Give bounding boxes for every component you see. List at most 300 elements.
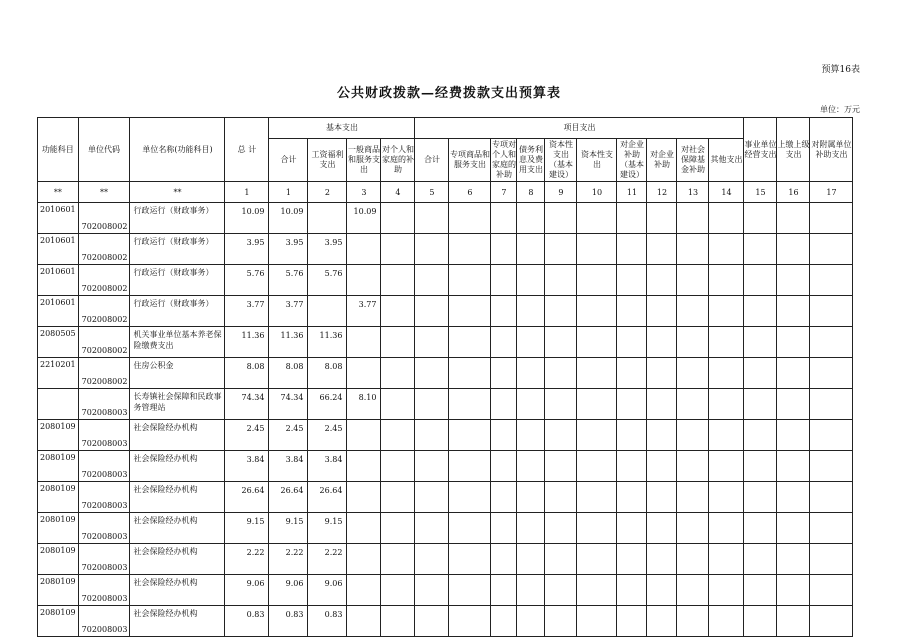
func-code-cell <box>38 389 79 420</box>
empty-cell <box>647 327 677 358</box>
page-title: 公共财政拨款—经费拨款支出预算表 <box>336 86 561 101</box>
empty-cell <box>709 203 744 234</box>
empty-cell <box>449 482 491 513</box>
empty-cell <box>709 389 744 420</box>
header-special-goods: 专项商品和服务支出 <box>449 139 491 182</box>
empty-cell <box>545 234 577 265</box>
empty-cell <box>617 420 647 451</box>
column-index-cell: 11 <box>617 182 647 203</box>
header-basic-group: 基本支出 <box>269 118 415 139</box>
empty-cell <box>647 389 677 420</box>
goods-cell <box>347 513 381 544</box>
column-index-cell: ** <box>130 182 225 203</box>
empty-cell <box>381 327 415 358</box>
table-row <box>38 451 853 482</box>
empty-cell <box>381 234 415 265</box>
empty-cell <box>415 358 449 389</box>
empty-cell <box>449 544 491 575</box>
empty-cell <box>577 513 617 544</box>
table-row <box>38 482 853 513</box>
empty-cell <box>545 296 577 327</box>
goods-cell <box>347 482 381 513</box>
goods-cell: 3.77 <box>347 296 381 327</box>
empty-cell <box>777 451 810 482</box>
empty-cell <box>777 265 810 296</box>
empty-cell <box>777 327 810 358</box>
empty-cell <box>491 265 517 296</box>
empty-cell <box>415 513 449 544</box>
func-code-cell: 2080109 <box>38 575 79 606</box>
table-row <box>38 327 853 358</box>
empty-cell <box>677 296 709 327</box>
empty-cell <box>491 203 517 234</box>
empty-cell <box>810 420 853 451</box>
empty-cell <box>415 265 449 296</box>
goods-cell <box>347 606 381 637</box>
header-goods: 一般商品和服务支出 <box>347 139 381 182</box>
empty-cell <box>577 544 617 575</box>
basic-sum-cell: 2.22 <box>269 544 308 575</box>
empty-cell <box>449 203 491 234</box>
basic-sum-cell: 8.08 <box>269 358 308 389</box>
basic-sum-cell: 0.83 <box>269 606 308 637</box>
empty-cell <box>415 575 449 606</box>
goods-cell: 8.10 <box>347 389 381 420</box>
empty-cell <box>810 265 853 296</box>
salary-cell <box>308 203 347 234</box>
empty-cell <box>449 234 491 265</box>
table-row <box>38 575 853 606</box>
empty-cell <box>677 575 709 606</box>
empty-cell <box>810 544 853 575</box>
column-index-cell: 6 <box>449 182 491 203</box>
header-other: 其他支出 <box>709 139 744 182</box>
unit-code-cell: 702008002 <box>78 327 130 358</box>
empty-cell <box>709 234 744 265</box>
basic-sum-cell: 9.15 <box>269 513 308 544</box>
func-code-cell: 2010601 <box>38 265 79 296</box>
empty-cell <box>491 327 517 358</box>
empty-cell <box>381 513 415 544</box>
empty-cell <box>709 451 744 482</box>
table-row <box>38 296 853 327</box>
salary-cell: 9.06 <box>308 575 347 606</box>
header-unit-name: 单位名称(功能科目) <box>130 118 225 182</box>
empty-cell <box>677 420 709 451</box>
empty-cell <box>517 544 545 575</box>
unit-code-cell: 702008003 <box>78 544 130 575</box>
salary-cell: 2.45 <box>308 420 347 451</box>
empty-cell <box>545 420 577 451</box>
column-index-cell: 1 <box>269 182 308 203</box>
salary-cell: 11.36 <box>308 327 347 358</box>
goods-cell: 10.09 <box>347 203 381 234</box>
empty-cell <box>545 389 577 420</box>
empty-cell <box>491 544 517 575</box>
empty-cell <box>744 544 777 575</box>
empty-cell <box>744 203 777 234</box>
salary-cell: 66.24 <box>308 389 347 420</box>
empty-cell <box>810 203 853 234</box>
header-enterprise: 对企业补助 <box>647 139 677 182</box>
empty-cell <box>777 203 810 234</box>
empty-cell <box>777 606 810 637</box>
unit-label: 单位：万元 <box>820 105 860 114</box>
empty-cell <box>449 327 491 358</box>
empty-cell <box>415 544 449 575</box>
basic-sum-cell: 3.84 <box>269 451 308 482</box>
column-index-cell: 16 <box>777 182 810 203</box>
empty-cell <box>415 606 449 637</box>
empty-cell <box>777 389 810 420</box>
empty-cell <box>491 451 517 482</box>
goods-cell <box>347 358 381 389</box>
empty-cell <box>577 265 617 296</box>
header-capital: 资本性支出 <box>577 139 617 182</box>
empty-cell <box>810 606 853 637</box>
unit-name-cell: 社会保险经办机构 <box>130 451 225 482</box>
salary-cell: 9.15 <box>308 513 347 544</box>
empty-cell <box>677 265 709 296</box>
total-cell: 74.34 <box>225 389 269 420</box>
table-row <box>38 606 853 637</box>
empty-cell <box>810 296 853 327</box>
empty-cell <box>577 606 617 637</box>
header-remit-superior: 上缴上级支出 <box>777 118 810 182</box>
basic-sum-cell: 11.36 <box>269 327 308 358</box>
empty-cell <box>517 203 545 234</box>
column-index-cell: 4 <box>381 182 415 203</box>
unit-name-cell: 社会保险经办机构 <box>130 606 225 637</box>
empty-cell <box>810 513 853 544</box>
empty-cell <box>647 575 677 606</box>
empty-cell <box>415 296 449 327</box>
form-number: 预算16表 <box>821 65 860 75</box>
salary-cell: 26.64 <box>308 482 347 513</box>
goods-cell <box>347 544 381 575</box>
empty-cell <box>647 265 677 296</box>
empty-cell <box>491 389 517 420</box>
total-cell: 11.36 <box>225 327 269 358</box>
empty-cell <box>677 482 709 513</box>
empty-cell <box>617 451 647 482</box>
empty-cell <box>381 575 415 606</box>
empty-cell <box>617 575 647 606</box>
header-capital-infra: 资本性支出（基本建设） <box>545 139 577 182</box>
empty-cell <box>381 451 415 482</box>
empty-cell <box>677 544 709 575</box>
empty-cell <box>617 265 647 296</box>
empty-cell <box>744 575 777 606</box>
empty-cell <box>545 606 577 637</box>
column-index-cell: 8 <box>517 182 545 203</box>
basic-sum-cell: 10.09 <box>269 203 308 234</box>
header-special-personal: 专项对个人和家庭的补助 <box>491 139 517 182</box>
func-code-cell: 2080109 <box>38 420 79 451</box>
budget-table <box>37 117 853 637</box>
empty-cell <box>617 482 647 513</box>
empty-cell <box>517 296 545 327</box>
table-row <box>38 544 853 575</box>
func-code-cell: 2010601 <box>38 203 79 234</box>
empty-cell <box>545 513 577 544</box>
empty-cell <box>647 451 677 482</box>
empty-cell <box>677 234 709 265</box>
empty-cell <box>617 544 647 575</box>
column-index-cell: 12 <box>647 182 677 203</box>
empty-cell <box>491 358 517 389</box>
goods-cell <box>347 575 381 606</box>
empty-cell <box>449 389 491 420</box>
salary-cell <box>308 296 347 327</box>
empty-cell <box>449 265 491 296</box>
empty-cell <box>647 513 677 544</box>
unit-name-cell: 行政运行（财政事务） <box>130 234 225 265</box>
empty-cell <box>617 234 647 265</box>
column-index-cell: ** <box>38 182 79 203</box>
total-cell: 8.08 <box>225 358 269 389</box>
table-body <box>38 203 853 637</box>
empty-cell <box>545 265 577 296</box>
empty-cell <box>677 451 709 482</box>
empty-cell <box>709 606 744 637</box>
unit-code-cell: 702008002 <box>78 296 130 327</box>
empty-cell <box>577 420 617 451</box>
total-cell: 0.83 <box>225 606 269 637</box>
unit-name-cell: 住房公积金 <box>130 358 225 389</box>
total-cell: 2.45 <box>225 420 269 451</box>
basic-sum-cell: 3.77 <box>269 296 308 327</box>
empty-cell <box>810 234 853 265</box>
empty-cell <box>545 358 577 389</box>
empty-cell <box>709 575 744 606</box>
empty-cell <box>449 420 491 451</box>
empty-cell <box>709 513 744 544</box>
empty-cell <box>491 482 517 513</box>
empty-cell <box>577 575 617 606</box>
unit-name-cell: 社会保险经办机构 <box>130 544 225 575</box>
empty-cell <box>381 203 415 234</box>
empty-cell <box>744 234 777 265</box>
empty-cell <box>449 451 491 482</box>
empty-cell <box>709 544 744 575</box>
total-cell: 3.95 <box>225 234 269 265</box>
salary-cell: 5.76 <box>308 265 347 296</box>
empty-cell <box>517 234 545 265</box>
basic-sum-cell: 2.45 <box>269 420 308 451</box>
empty-cell <box>517 420 545 451</box>
empty-cell <box>617 203 647 234</box>
unit-code-cell: 702008003 <box>78 420 130 451</box>
empty-cell <box>744 451 777 482</box>
empty-cell <box>709 420 744 451</box>
column-index-cell: 9 <box>545 182 577 203</box>
empty-cell <box>577 203 617 234</box>
empty-cell <box>677 327 709 358</box>
column-index-cell: 17 <box>810 182 853 203</box>
empty-cell <box>545 203 577 234</box>
empty-cell <box>617 389 647 420</box>
salary-cell: 8.08 <box>308 358 347 389</box>
unit-name-cell: 行政运行（财政事务） <box>130 203 225 234</box>
empty-cell <box>545 482 577 513</box>
empty-cell <box>381 606 415 637</box>
empty-cell <box>709 265 744 296</box>
empty-cell <box>545 327 577 358</box>
total-cell: 10.09 <box>225 203 269 234</box>
total-cell: 5.76 <box>225 265 269 296</box>
header-func-code: 功能科目 <box>38 118 79 182</box>
table-row <box>38 513 853 544</box>
column-index-cell: ** <box>78 182 130 203</box>
empty-cell <box>381 420 415 451</box>
empty-cell <box>577 451 617 482</box>
empty-cell <box>577 327 617 358</box>
empty-cell <box>577 234 617 265</box>
goods-cell <box>347 451 381 482</box>
empty-cell <box>647 420 677 451</box>
empty-cell <box>744 606 777 637</box>
empty-cell <box>647 234 677 265</box>
empty-cell <box>677 513 709 544</box>
empty-cell <box>744 327 777 358</box>
empty-cell <box>449 296 491 327</box>
empty-cell <box>491 420 517 451</box>
unit-name-cell: 行政运行（财政事务） <box>130 296 225 327</box>
empty-cell <box>647 358 677 389</box>
total-cell: 9.06 <box>225 575 269 606</box>
empty-cell <box>709 296 744 327</box>
empty-cell <box>491 606 517 637</box>
unit-name-cell: 社会保险经办机构 <box>130 575 225 606</box>
unit-code-cell: 702008002 <box>78 234 130 265</box>
basic-sum-cell: 3.95 <box>269 234 308 265</box>
empty-cell <box>709 327 744 358</box>
unit-code-cell: 702008003 <box>78 606 130 637</box>
header-personal: 对个人和家庭的补助 <box>381 139 415 182</box>
empty-cell <box>491 513 517 544</box>
table-row <box>38 389 853 420</box>
empty-cell <box>617 513 647 544</box>
header-total: 总 计 <box>225 118 269 182</box>
empty-cell <box>517 389 545 420</box>
empty-cell <box>677 203 709 234</box>
total-cell: 3.77 <box>225 296 269 327</box>
unit-name-cell: 社会保险经办机构 <box>130 420 225 451</box>
salary-cell: 3.84 <box>308 451 347 482</box>
unit-code-cell: 702008002 <box>78 203 130 234</box>
empty-cell <box>491 234 517 265</box>
empty-cell <box>777 544 810 575</box>
salary-cell: 2.22 <box>308 544 347 575</box>
header-enterprise-infra: 对企业补助（基本建设） <box>617 139 647 182</box>
goods-cell <box>347 327 381 358</box>
header-social-security: 对社会保障基金补助 <box>677 139 709 182</box>
empty-cell <box>491 296 517 327</box>
empty-cell <box>381 358 415 389</box>
unit-name-cell: 行政运行（财政事务） <box>130 265 225 296</box>
column-index-cell: 13 <box>677 182 709 203</box>
empty-cell <box>415 234 449 265</box>
column-index-cell: 15 <box>744 182 777 203</box>
empty-cell <box>810 358 853 389</box>
header-debt-interest: 债务利息及费用支出 <box>517 139 545 182</box>
total-cell: 3.84 <box>225 451 269 482</box>
unit-name-cell: 机关事业单位基本养老保险缴费支出 <box>130 327 225 358</box>
empty-cell <box>449 575 491 606</box>
salary-cell: 0.83 <box>308 606 347 637</box>
empty-cell <box>617 296 647 327</box>
empty-cell <box>744 265 777 296</box>
table-row <box>38 420 853 451</box>
goods-cell <box>347 234 381 265</box>
empty-cell <box>415 420 449 451</box>
total-cell: 9.15 <box>225 513 269 544</box>
empty-cell <box>709 482 744 513</box>
func-code-cell: 2080109 <box>38 451 79 482</box>
column-index-cell: 5 <box>415 182 449 203</box>
empty-cell <box>381 265 415 296</box>
unit-name-cell: 社会保险经办机构 <box>130 482 225 513</box>
empty-cell <box>415 482 449 513</box>
header-basic-sum: 合计 <box>269 139 308 182</box>
empty-cell <box>744 296 777 327</box>
table-row <box>38 234 853 265</box>
empty-cell <box>415 389 449 420</box>
empty-cell <box>647 606 677 637</box>
empty-cell <box>517 358 545 389</box>
basic-sum-cell: 9.06 <box>269 575 308 606</box>
empty-cell <box>677 358 709 389</box>
empty-cell <box>777 513 810 544</box>
empty-cell <box>647 203 677 234</box>
basic-sum-cell: 74.34 <box>269 389 308 420</box>
goods-cell <box>347 420 381 451</box>
header-row-top <box>38 118 853 139</box>
unit-code-cell: 702008003 <box>78 575 130 606</box>
empty-cell <box>577 358 617 389</box>
empty-cell <box>810 389 853 420</box>
empty-cell <box>777 420 810 451</box>
unit-code-cell: 702008003 <box>78 389 130 420</box>
header-project-sum: 合计 <box>415 139 449 182</box>
goods-cell <box>347 265 381 296</box>
unit-code-cell: 702008003 <box>78 451 130 482</box>
empty-cell <box>810 482 853 513</box>
empty-cell <box>449 358 491 389</box>
empty-cell <box>415 203 449 234</box>
table-row <box>38 265 853 296</box>
empty-cell <box>449 513 491 544</box>
empty-cell <box>415 451 449 482</box>
empty-cell <box>545 575 577 606</box>
empty-cell <box>744 420 777 451</box>
empty-cell <box>647 296 677 327</box>
func-code-cell: 2010601 <box>38 234 79 265</box>
empty-cell <box>777 575 810 606</box>
table-row <box>38 203 853 234</box>
func-code-cell: 2080109 <box>38 606 79 637</box>
empty-cell <box>744 513 777 544</box>
empty-cell <box>709 358 744 389</box>
empty-cell <box>777 234 810 265</box>
unit-code-cell: 702008002 <box>78 358 130 389</box>
header-public-institution: 事业单位经营支出 <box>744 118 777 182</box>
empty-cell <box>381 389 415 420</box>
empty-cell <box>744 358 777 389</box>
header-subordinate: 对附属单位补助支出 <box>810 118 853 182</box>
empty-cell <box>617 327 647 358</box>
